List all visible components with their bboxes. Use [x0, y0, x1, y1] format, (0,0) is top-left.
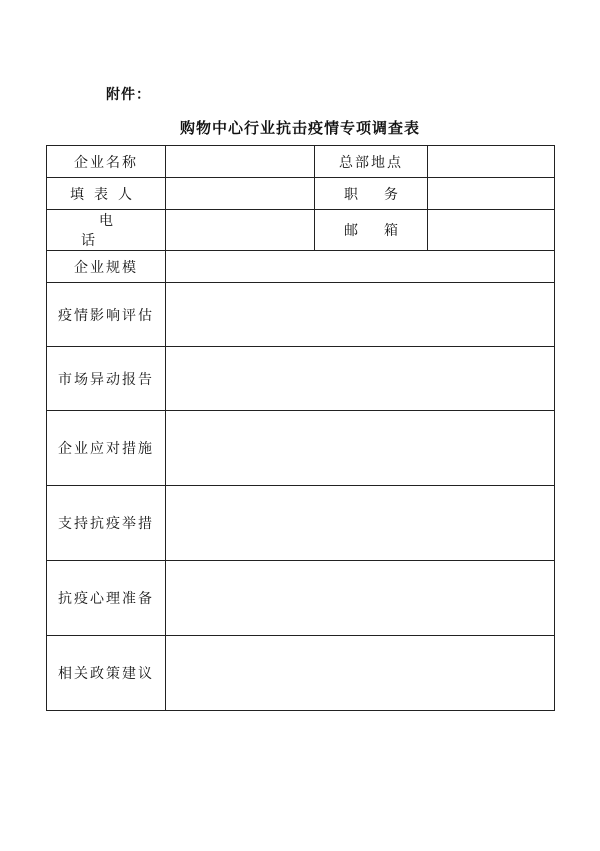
support-actions-label: 支持抗疫举措 [47, 486, 166, 561]
impact-assessment-label: 疫情影响评估 [47, 283, 166, 347]
phone-field[interactable] [166, 210, 315, 251]
filler-field[interactable] [166, 178, 315, 210]
market-report-field[interactable] [166, 347, 555, 411]
table-row [47, 561, 555, 636]
table-row [47, 347, 555, 411]
company-name-label: 企业名称 [47, 146, 166, 178]
psychological-prep-field[interactable] [166, 561, 555, 636]
table-row [47, 178, 555, 210]
table-row [47, 486, 555, 561]
position-label: 职务 [315, 178, 428, 210]
impact-assessment-field[interactable] [166, 283, 555, 347]
filler-label: 填表人 [47, 178, 166, 210]
headquarters-field[interactable] [428, 146, 555, 178]
email-label: 邮箱 [315, 210, 428, 251]
company-scale-field[interactable] [166, 251, 555, 283]
table-row [47, 411, 555, 486]
policy-suggestions-label: 相关政策建议 [47, 636, 166, 711]
position-field[interactable] [428, 178, 555, 210]
table-row [47, 146, 555, 178]
table-row [47, 283, 555, 347]
table-row [47, 636, 555, 711]
policy-suggestions-field[interactable] [166, 636, 555, 711]
psychological-prep-label: 抗疫心理准备 [47, 561, 166, 636]
headquarters-label: 总部地点 [315, 146, 428, 178]
survey-table [46, 145, 555, 711]
response-measures-label: 企业应对措施 [47, 411, 166, 486]
attachment-label: 附件： [106, 87, 151, 103]
form-title: 购物中心行业抗击疫情专项调查表 [179, 119, 420, 137]
company-name-field[interactable] [166, 146, 315, 178]
table-row [47, 210, 555, 251]
company-scale-label: 企业规模 [47, 251, 166, 283]
response-measures-field[interactable] [166, 411, 555, 486]
phone-label: 电话 [47, 210, 166, 251]
market-report-label: 市场异动报告 [47, 347, 166, 411]
support-actions-field[interactable] [166, 486, 555, 561]
table-row [47, 251, 555, 283]
email-field[interactable] [428, 210, 555, 251]
